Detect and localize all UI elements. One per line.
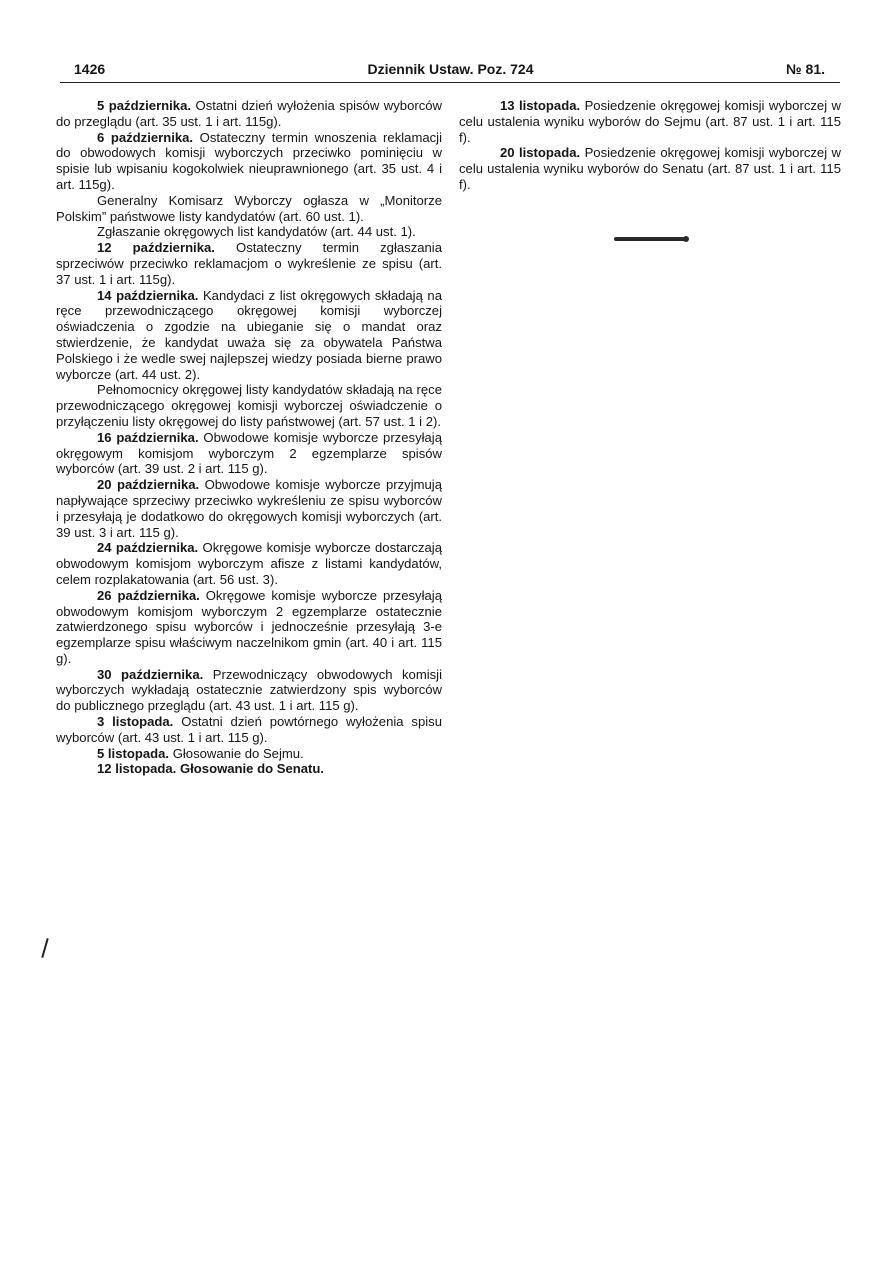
entry-text: Obwodowe komisje wyborcze przesyłają okręgowym komisjom wyborczym 2 egzemplarze spisów wyborców (art. 39 ust. 2 i art. 115 g).	[56, 429, 442, 477]
entry-date: 6 października.	[97, 129, 194, 145]
schedule-entry	[56, 240, 442, 287]
schedule-entry	[56, 761, 442, 777]
schedule-entry	[56, 382, 442, 429]
entry-text: Kandydaci z list okręgowych składają na ręce przewodniczącego okręgowej komisji wyborczej oświadczenia o zgodzie na ubieganie się o mandat oraz stwierdzenie, że kandydat uważa się za obywatela Państwa Polskiego i że wedle swej najlepszej wiedzy posiada bierne prawo wyborcze (art. 44 ust. 2).	[56, 287, 442, 382]
entry-date: 12 października.	[97, 240, 215, 256]
schedule-entry	[56, 746, 442, 762]
entry-text: Przewodniczący obwodowych komisji wyborczych wykładają ostatecznie zatwierdzony spis wyborców do publicznego przeglądu (art. 43 ust. 1 i art. 115 g).	[56, 666, 443, 714]
entry-date: 30 października.	[97, 666, 204, 682]
schedule-entry	[56, 540, 442, 587]
entry-text: Posiedzenie okręgowej komisji wyborczej w celu ustalenia wyniku wyborów do Sejmu (art. 87 ust. 1 i art. 115 f).	[459, 98, 841, 145]
entry-date: 20 listopada.	[500, 145, 581, 161]
schedule-entry	[56, 130, 442, 193]
entry-text: Okręgowe komisje wyborcze dostarczają obwodowym komisjom wyborczym afisze z listami kandydatów, celem rozplakatowania (art. 56 ust. 3).	[56, 540, 442, 587]
entry-date: 5 listopada.	[97, 745, 170, 761]
schedule-entry	[56, 288, 442, 383]
page-number: 1426	[74, 61, 106, 77]
entry-text: Ostatni dzień wyłożenia spisów wyborców do przeglądu (art. 35 ust. 1 i art. 115g).	[56, 98, 442, 129]
entry-date: 16 października.	[97, 429, 199, 445]
schedule-entry	[56, 98, 442, 130]
schedule-entry	[56, 224, 442, 240]
entry-text: Okręgowe komisje wyborcze przesyłają obwodowym komisjom wyborczym 2 egzemplarze ostatecznie zatwierdzonego spisu wyborców i jednocześnie przesyłają 3-e egzemplarze spisu właściwym naczelnikom gmin (art. 40 i art. 115 g).	[56, 587, 442, 666]
schedule-entry	[56, 714, 442, 746]
left-column	[56, 98, 442, 777]
page-title: Dziennik Ustaw. Poz. 724	[367, 61, 534, 77]
entry-date: 24 października.	[97, 540, 199, 556]
page-header	[64, 61, 837, 81]
schedule-entry	[459, 145, 841, 192]
schedule-entry	[56, 588, 442, 667]
margin-mark	[41, 938, 48, 958]
header-rule	[60, 82, 840, 83]
issue-number: № 81.	[786, 61, 825, 77]
entry-text: Generalny Komisarz Wyborczy ogłasza w „Monitorze Polskim” państwowe listy kandydatów (art. 60 ust. 1).	[56, 192, 442, 224]
entry-text: Obwodowe komisje wyborcze przyjmują napływające sprzeciwy przeciwko wykreśleniu ze spisu wyborców i przesyłają je dodatkowo do okręgowych komisji wyborczych (art. 39 ust. 3 i art. 115 g).	[56, 477, 442, 540]
entry-text: Głosowanie do Senatu.	[179, 761, 325, 777]
entry-date: 13 listopada.	[500, 98, 581, 113]
entry-text: Pełnomocnicy okręgowej listy kandydatów składają na ręce przewodniczącego okręgowej komisji wyborczej oświadczenie o przyłączeniu listy okręgowej do listy państwowej (art. 57 ust. 1 i 2).	[56, 382, 442, 429]
schedule-entry	[56, 193, 442, 225]
entry-text: Ostateczny termin zgłaszania sprzeciwów przeciwko reklamacjom o wykreślenie ze spisu (art. 37 ust. 1 i art. 115g).	[56, 240, 442, 287]
schedule-entry	[56, 430, 442, 477]
schedule-entry	[56, 477, 442, 540]
entry-text: Posiedzenie okręgowej komisji wyborczej w celu ustalenia wyniku wyborów do Senatu (art. 87 ust. 1 i art. 115 f).	[459, 145, 841, 192]
schedule-entry	[56, 667, 442, 714]
entry-date: 5 października.	[97, 98, 192, 113]
entry-text: Zgłaszanie okręgowych list kandydatów (art. 44 ust. 1).	[97, 224, 416, 240]
entry-date: 14 października.	[97, 287, 199, 303]
entry-date: 3 listopada.	[97, 714, 174, 730]
entry-text: Ostateczny termin wnoszenia reklamacji do obwodowych komisji wyborczych przeciwko pominięciu w spisie lub wpisaniu kogokolwiek nieuprawnionego (art. 35 ust. 4 i art. 115g).	[56, 129, 442, 192]
entry-date: 26 października.	[97, 587, 200, 603]
entry-text: Ostatni dzień powtórnego wyłożenia spisu wyborców (art. 43 ust. 1 i art. 115 g).	[56, 714, 443, 745]
entry-date: 20 października.	[97, 477, 200, 493]
schedule-entry	[459, 98, 841, 145]
right-column	[459, 98, 841, 193]
entry-text: Głosowanie do Sejmu.	[172, 745, 304, 761]
section-end-ornament	[614, 237, 686, 241]
entry-date: 12 listopada.	[97, 761, 177, 777]
